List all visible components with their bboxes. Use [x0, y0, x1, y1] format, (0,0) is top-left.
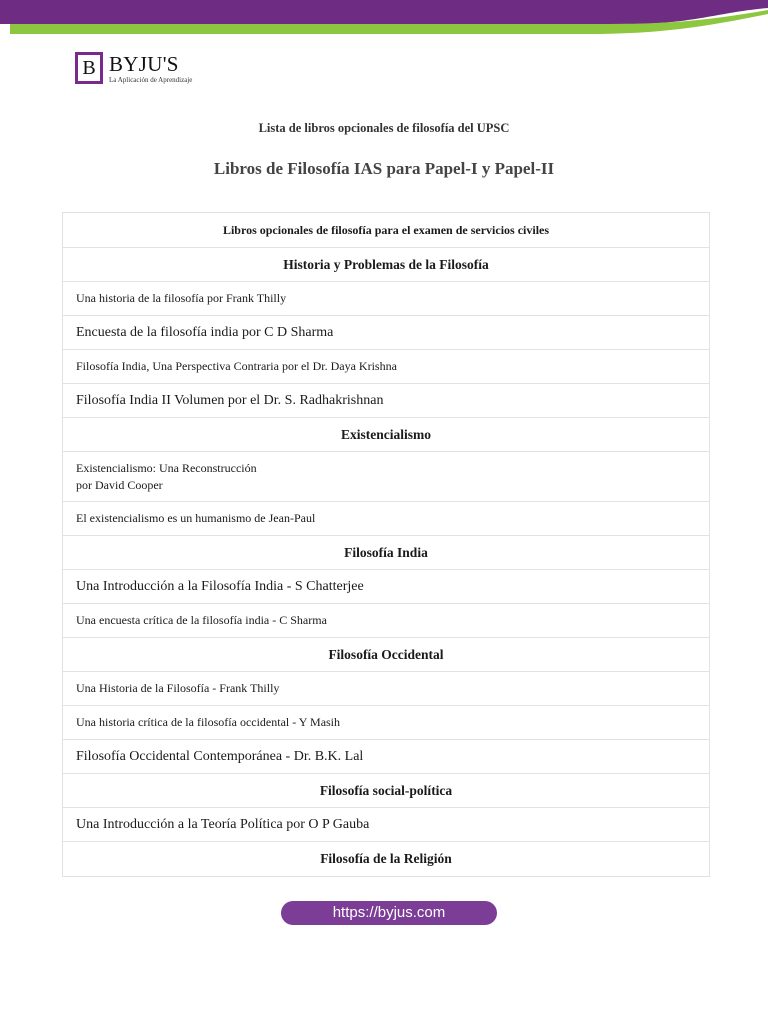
section-heading: Filosofía India: [344, 544, 428, 560]
section-heading: Filosofía social-política: [319, 782, 453, 798]
book-title: Una Introducción a la Filosofía India - S Chatterjee: [76, 579, 364, 594]
table-row: [63, 808, 709, 842]
header-band: [0, 0, 768, 40]
book-title: Existencialismo: Una Reconstrucción por David Cooper: [76, 460, 257, 492]
table-row: [63, 316, 709, 350]
section-heading: Existencialismo: [341, 426, 431, 442]
section-heading: Filosofía de la Religión: [320, 851, 452, 866]
logo-tagline: La Aplicación de Aprendizaje: [109, 76, 193, 84]
table-row: [63, 706, 709, 740]
table-caption: Libros opcionales de filosofía para el examen de servicios civiles: [222, 222, 550, 237]
website-link[interactable]: https://byjus.com: [281, 901, 497, 925]
book-title: El existencialismo es un humanismo de Jean-Paul: [76, 511, 316, 525]
table-row: [63, 672, 709, 706]
book-title: Filosofía India, Una Perspectiva Contraria por el Dr. Daya Krishna: [76, 359, 397, 373]
table-row: [63, 350, 709, 384]
book-title: Una Historia de la Filosofía - Frank Thilly: [76, 681, 280, 695]
book-title: Filosofía India II Volumen por el Dr. S. Radhakrishnan: [76, 393, 384, 408]
section-heading-row: [63, 248, 709, 282]
section-heading-row: [63, 774, 709, 808]
book-title: Una historia crítica de la filosofía occidental - Y Masih: [76, 715, 341, 729]
section-heading: Historia y Problemas de la Filosofía: [283, 256, 489, 272]
table-row: [63, 740, 709, 774]
table-row: [63, 570, 709, 604]
table-row: [63, 384, 709, 418]
document-title: Libros de Filosofía IAS para Papel-I y Papel-II: [213, 159, 555, 178]
document-subtitle: Lista de libros opcionales de filosofía del UPSC: [258, 121, 510, 135]
table-row: [63, 282, 709, 316]
section-heading-row: [63, 638, 709, 672]
table-row: [63, 502, 709, 536]
logo-wordmark: BYJU'S: [109, 52, 179, 76]
section-heading: Filosofía Occidental: [328, 646, 444, 662]
book-title: Una Introducción a la Teoría Política por O P Gauba: [76, 817, 370, 832]
byjus-logo[interactable]: [75, 52, 205, 88]
section-heading-row: [63, 418, 709, 452]
book-title: Una historia de la filosofía por Frank Thilly: [76, 291, 287, 305]
section-heading-row: [63, 842, 709, 876]
table-row: [63, 452, 709, 502]
logo-letter-box: B: [75, 52, 103, 84]
book-title: Una encuesta crítica de la filosofía india - C Sharma: [76, 613, 327, 627]
book-title: Filosofía Occidental Contemporánea - Dr. B.K. Lal: [76, 749, 364, 764]
section-heading-row: [63, 536, 709, 570]
table-row: [63, 604, 709, 638]
book-list-table: [62, 212, 710, 877]
book-title: Encuesta de la filosofía india por C D Sharma: [76, 325, 334, 340]
table-caption-row: [63, 213, 709, 248]
